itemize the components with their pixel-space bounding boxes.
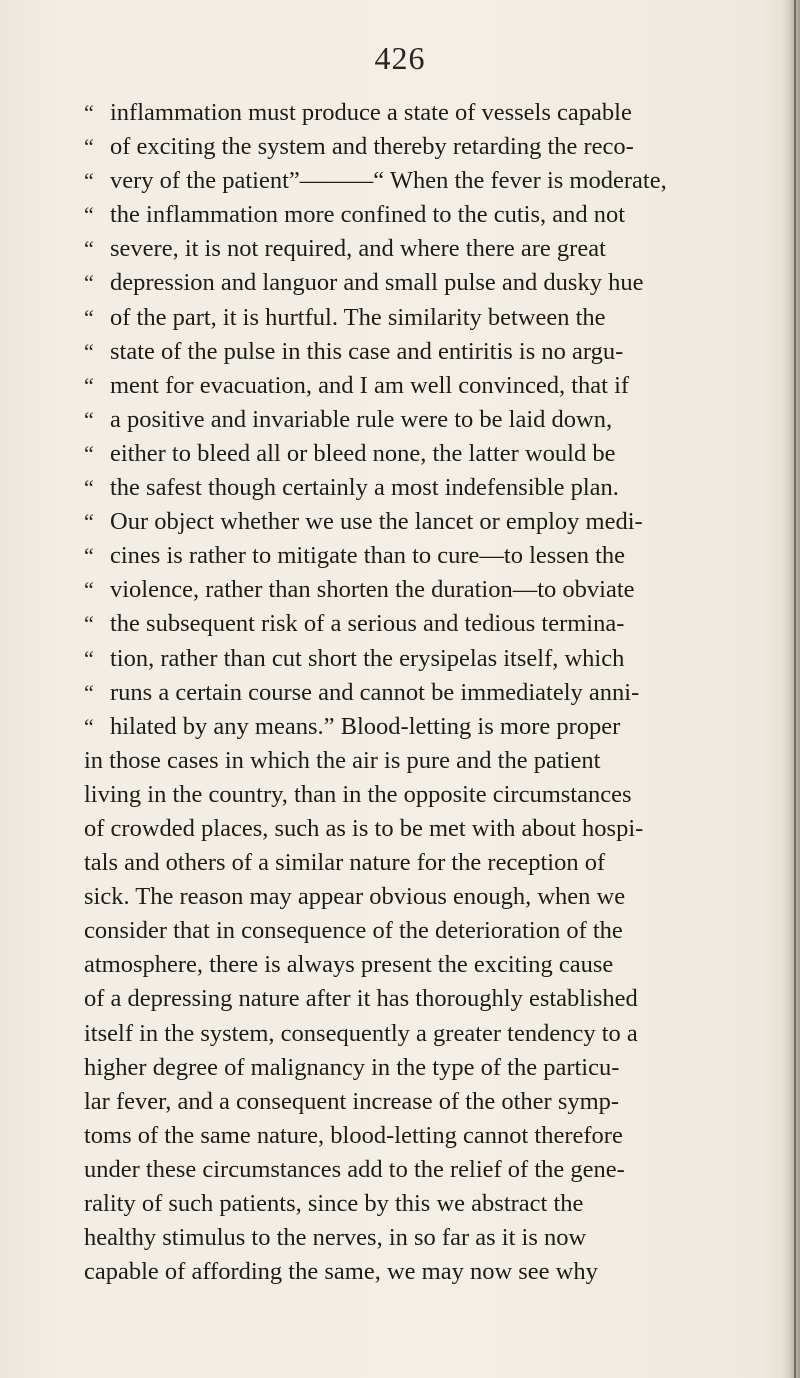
text-line xyxy=(84,948,784,982)
quote-mark: “ xyxy=(84,270,94,296)
text-line xyxy=(84,471,784,505)
line-text: severe, it is not required, and where there are great xyxy=(110,235,606,263)
line-text: of a depressing nature after it has thoroughly established xyxy=(84,985,638,1013)
text-line xyxy=(84,301,784,335)
text-line xyxy=(84,96,784,130)
quote-mark: “ xyxy=(84,475,94,501)
line-text: living in the country, than in the opposite circumstances xyxy=(84,780,632,808)
text-line xyxy=(84,1051,784,1085)
text-line xyxy=(84,744,784,778)
line-text: itself in the system, consequently a greater tendency to a xyxy=(84,1019,638,1047)
line-text: higher degree of malignancy in the type of the particu- xyxy=(84,1053,620,1081)
line-text: of crowded places, such as is to be met with about hospi- xyxy=(84,814,644,842)
line-text: healthy stimulus to the nerves, in so far as it is now xyxy=(84,1224,587,1252)
quote-mark: “ xyxy=(84,100,94,125)
quote-mark: “ xyxy=(84,372,94,398)
text-line xyxy=(84,505,784,539)
text-line xyxy=(84,1255,784,1289)
text-line xyxy=(84,266,784,300)
line-text: Our object whether we use the lancet or employ medi- xyxy=(110,508,643,536)
text-line xyxy=(84,1221,784,1255)
quote-mark: “ xyxy=(84,338,94,364)
line-text: a positive and invariable rule were to be laid down, xyxy=(110,405,613,433)
line-text: atmosphere, there is always present the exciting cause xyxy=(84,951,614,979)
quote-mark: “ xyxy=(84,202,94,228)
text-line xyxy=(84,982,784,1016)
text-line xyxy=(84,642,784,676)
line-text: in those cases in which the air is pure and the patient xyxy=(84,746,601,774)
line-text: the safest though certainly a most indefensible plan. xyxy=(110,474,619,502)
line-text: ment for evacuation, and I am well convinced, that if xyxy=(110,371,630,399)
line-text: state of the pulse in this case and entiritis is no argu- xyxy=(110,337,624,365)
line-text: the inflammation more confined to the cutis, and not xyxy=(110,201,626,229)
text-line xyxy=(84,335,784,369)
text-line xyxy=(84,607,784,641)
line-text: tion, rather than cut short the erysipelas itself, which xyxy=(110,644,625,672)
quote-mark: “ xyxy=(84,440,94,466)
text-line xyxy=(84,198,784,232)
text-line xyxy=(84,778,784,812)
text-line xyxy=(84,812,784,846)
line-text: either to bleed all or bleed none, the latter would be xyxy=(110,439,616,467)
quote-mark: “ xyxy=(84,304,94,330)
line-text: the subsequent risk of a serious and tedious termina- xyxy=(110,610,625,638)
quote-mark: “ xyxy=(84,679,94,705)
quote-mark: “ xyxy=(84,509,94,535)
page-number: 426 xyxy=(374,40,426,76)
text-line xyxy=(84,130,784,164)
line-text: lar fever, and a consequent increase of the other symp- xyxy=(84,1087,620,1115)
text-line xyxy=(84,164,784,198)
text-line xyxy=(84,232,784,266)
text-line xyxy=(84,1153,784,1187)
line-text: inflammation must produce a state of vessels capable xyxy=(110,99,632,126)
text-line xyxy=(84,1017,784,1051)
text-line xyxy=(84,403,784,437)
quote-mark: “ xyxy=(84,406,94,432)
quote-mark: “ xyxy=(84,577,94,603)
text-line xyxy=(84,914,784,948)
page-edge-line xyxy=(794,0,796,1378)
text-line xyxy=(84,1187,784,1221)
line-text: cines is rather to mitigate than to cure—to lessen the xyxy=(110,542,626,570)
quote-mark: “ xyxy=(84,168,94,194)
line-text: hilated by any means.” Blood-letting is more proper xyxy=(110,712,621,740)
line-text: tals and others of a similar nature for the reception of xyxy=(84,849,606,877)
line-text: capable of affording the same, we may now see why xyxy=(84,1258,598,1286)
quote-mark: “ xyxy=(84,611,94,637)
line-text: violence, rather than shorten the duration—to obviate xyxy=(110,576,635,604)
line-text: under these circumstances add to the relief of the gene- xyxy=(84,1155,625,1183)
line-text: sick. The reason may appear obvious enough, when we xyxy=(84,883,626,911)
quote-mark: “ xyxy=(84,645,94,671)
text-line xyxy=(84,846,784,880)
line-text: of the part, it is hurtful. The similarity between the xyxy=(110,303,606,331)
line-text: consider that in consequence of the deterioration of the xyxy=(84,917,623,945)
text-line xyxy=(84,573,784,607)
quote-mark: “ xyxy=(84,134,94,160)
quote-mark: “ xyxy=(84,713,94,739)
line-text: very of the patient”———“ When the fever is moderate, xyxy=(110,167,667,195)
line-text: toms of the same nature, blood-letting cannot therefore xyxy=(84,1121,623,1149)
quote-mark: “ xyxy=(84,236,94,262)
quote-mark: “ xyxy=(84,543,94,569)
text-line xyxy=(84,880,784,914)
line-text: runs a certain course and cannot be immediately anni- xyxy=(110,678,640,706)
text-line xyxy=(84,1085,784,1119)
text-line xyxy=(84,369,784,403)
text-line xyxy=(84,1119,784,1153)
text-line xyxy=(84,437,784,471)
line-text: rality of such patients, since by this we abstract the xyxy=(84,1190,584,1217)
text-line xyxy=(84,676,784,710)
text-line xyxy=(84,710,784,744)
text-line xyxy=(84,539,784,573)
line-text: of exciting the system and thereby retarding the reco- xyxy=(110,133,634,161)
body-text xyxy=(84,96,784,1289)
line-text: depression and languor and small pulse and dusky hue xyxy=(110,269,644,297)
page-edge-shadow xyxy=(782,0,800,1378)
